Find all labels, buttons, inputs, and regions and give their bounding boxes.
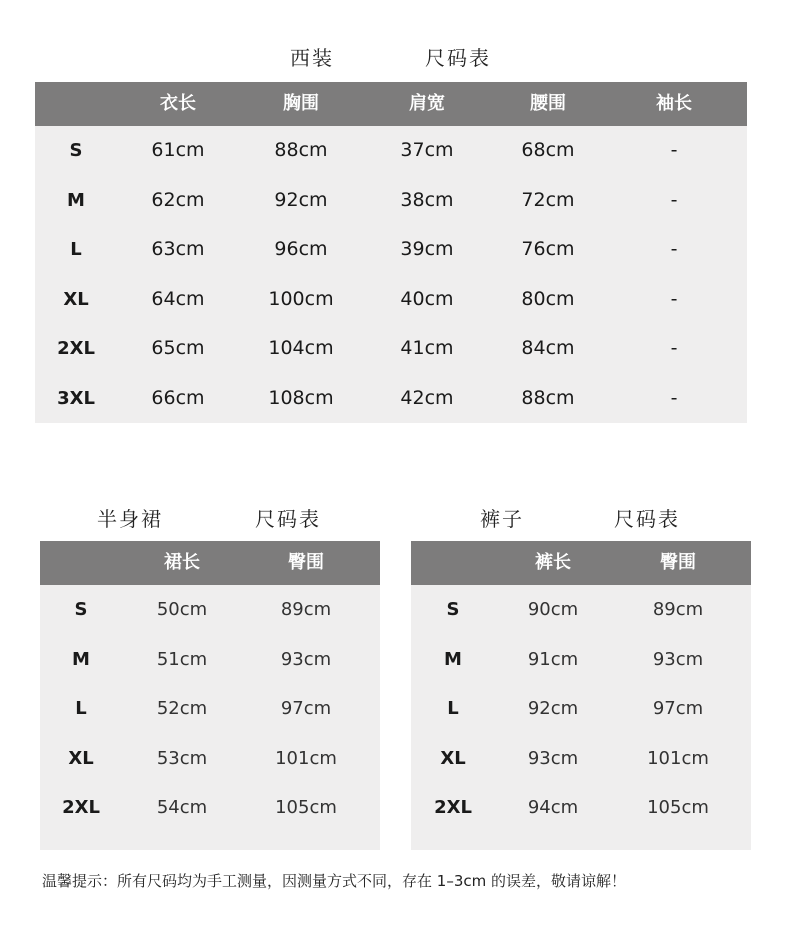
table-row — [40, 635, 380, 685]
column-header: 裙长 — [164, 552, 200, 573]
table-row — [35, 324, 747, 374]
measurement-cell: 52cm — [156, 698, 208, 719]
column-header: 肩宽 — [409, 93, 445, 114]
size-label: S — [69, 140, 83, 161]
table-row — [40, 684, 380, 734]
size-label: XL — [440, 747, 466, 769]
measurement-cell: - — [670, 337, 678, 359]
column-header: 胸围 — [283, 93, 319, 114]
measurement-cell: - — [670, 188, 678, 211]
measurement-cell: 92cm — [527, 698, 579, 719]
measurement-cell: 65cm — [151, 337, 205, 359]
measurement-cell: 37cm — [400, 139, 454, 161]
table-row — [40, 734, 380, 784]
table-row — [35, 374, 747, 424]
size-label: M — [67, 189, 85, 211]
measurement-cell: 53cm — [156, 747, 208, 769]
table-row — [411, 585, 751, 635]
size-label: L — [447, 698, 459, 719]
measurement-cell: - — [670, 139, 678, 161]
size-label: 2XL — [434, 797, 472, 818]
measurement-cell: - — [670, 386, 678, 409]
measurement-cell: 38cm — [400, 188, 454, 211]
measurement-cell: 72cm — [521, 188, 575, 211]
skirt-title: 半身裙 — [97, 507, 163, 531]
measurement-cell: 89cm — [280, 599, 332, 620]
measurement-cell: 51cm — [156, 648, 208, 670]
suit-title: 西装 — [290, 46, 334, 70]
measurement-cell: 90cm — [527, 599, 579, 620]
measurement-cell: 88cm — [274, 139, 328, 161]
suit-size-table — [35, 82, 747, 423]
measurement-cell: 39cm — [400, 238, 454, 260]
size-label: L — [75, 698, 87, 719]
table-row — [35, 126, 747, 176]
measurement-cell: 108cm — [268, 386, 334, 409]
size-label: XL — [68, 747, 94, 769]
measurement-cell: 63cm — [151, 238, 205, 260]
measurement-cell: 91cm — [527, 648, 579, 670]
measurement-cell: 61cm — [151, 139, 205, 161]
measurement-cell: 101cm — [275, 747, 337, 769]
measurement-cell: 104cm — [268, 337, 334, 359]
pants-size-table — [411, 541, 751, 850]
measurement-cell: 84cm — [521, 337, 575, 359]
measurement-cell: 92cm — [274, 188, 328, 211]
table-row — [35, 275, 747, 325]
table-row — [35, 176, 747, 226]
column-header: 衣长 — [160, 93, 196, 114]
measurement-cell: 88cm — [521, 386, 575, 409]
size-label: XL — [63, 288, 89, 310]
table-header — [411, 541, 751, 585]
measurement-cell: 94cm — [527, 797, 579, 818]
measurement-cell: 105cm — [275, 797, 337, 818]
measurement-cell: 41cm — [400, 337, 454, 359]
measurement-cell: 40cm — [400, 287, 454, 310]
size-label: M — [444, 648, 462, 670]
skirt-size-table — [40, 541, 380, 850]
skirt-title-size-chart: 尺码表 — [255, 507, 321, 531]
table-row — [411, 734, 751, 784]
size-label: L — [70, 239, 82, 260]
table-header — [40, 541, 380, 585]
measurement-cell: 64cm — [151, 287, 205, 310]
measurement-cell: 54cm — [156, 797, 208, 818]
table-row — [40, 585, 380, 635]
measurement-cell: 93cm — [652, 648, 704, 670]
table-row — [411, 783, 751, 833]
measurement-cell: 100cm — [268, 287, 334, 310]
measurement-cell: 105cm — [647, 797, 709, 818]
size-label: S — [446, 599, 460, 620]
table-row — [40, 783, 380, 833]
measurement-cell: 93cm — [280, 648, 332, 670]
table-header — [35, 82, 747, 126]
measurement-cell: 93cm — [527, 747, 579, 769]
column-header: 臀围 — [288, 552, 324, 573]
measurement-cell: 97cm — [652, 698, 704, 719]
measurement-cell: 89cm — [652, 599, 704, 620]
measurement-cell: 80cm — [521, 287, 575, 310]
size-label: 2XL — [62, 797, 100, 818]
size-label: S — [74, 599, 88, 620]
measurement-cell: 97cm — [280, 698, 332, 719]
size-label: 3XL — [57, 387, 95, 409]
measurement-cell: 76cm — [521, 238, 575, 260]
column-header: 袖长 — [656, 93, 692, 114]
measurement-cell: 50cm — [156, 599, 208, 620]
measurement-note: 温馨提示：所有尺码均为手工测量，因测量方式不同，存在 1–3cm 的误差，敬请谅解！ — [42, 872, 626, 890]
measurement-cell: - — [670, 238, 678, 260]
measurement-cell: 68cm — [521, 139, 575, 161]
measurement-cell: 62cm — [151, 188, 205, 211]
column-header: 臀围 — [660, 552, 696, 573]
measurement-cell: 66cm — [151, 386, 205, 409]
column-header: 裤长 — [535, 552, 571, 573]
table-row — [411, 684, 751, 734]
pants-title: 裤子 — [480, 507, 524, 531]
table-row — [411, 635, 751, 685]
pants-title-size-chart: 尺码表 — [614, 507, 680, 531]
column-header: 腰围 — [530, 93, 566, 114]
suit-title-size-chart: 尺码表 — [425, 46, 491, 70]
measurement-cell: 101cm — [647, 747, 709, 769]
measurement-cell: 96cm — [274, 238, 328, 260]
measurement-cell: - — [670, 287, 678, 310]
measurement-cell: 42cm — [400, 386, 454, 409]
size-label: 2XL — [57, 338, 95, 359]
table-row — [35, 225, 747, 275]
size-label: M — [72, 648, 90, 670]
